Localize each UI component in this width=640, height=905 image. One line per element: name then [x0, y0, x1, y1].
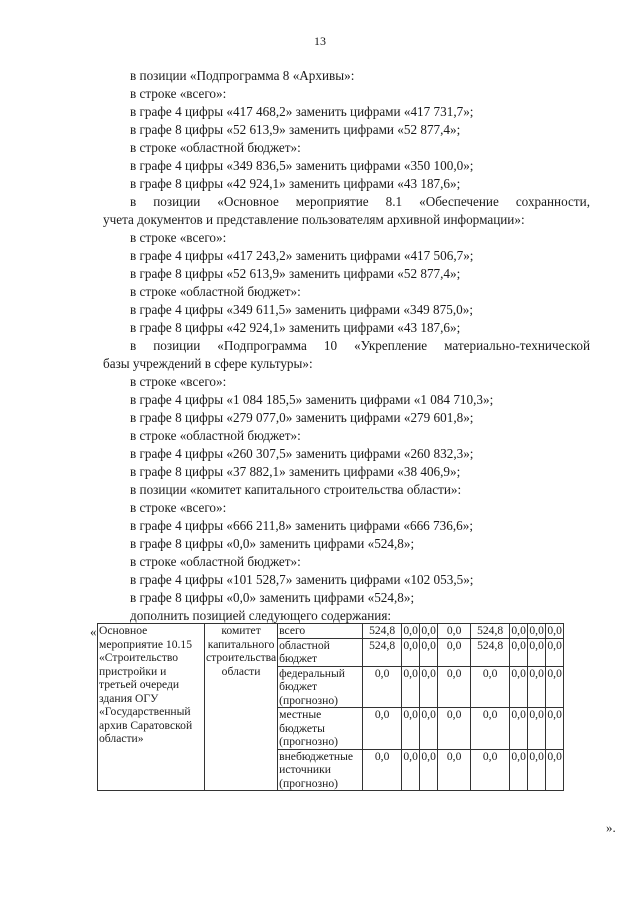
value-cell: 0,0 [420, 638, 438, 666]
text-line: в графе 8 цифры «0,0» заменить цифрами «524,8»; [130, 536, 415, 551]
page-number: 13 [314, 34, 326, 48]
table-row [98, 624, 564, 639]
text-line: в позиции «Подпрограмма 8 «Архивы»: [130, 68, 355, 83]
text-line: в графе 4 цифры «260 307,5» заменить цифрами «260 832,3»; [130, 446, 474, 461]
value-cell: 0,0 [528, 749, 546, 791]
text-line: в графе 4 цифры «417 468,2» заменить цифрами «417 731,7»; [130, 104, 474, 119]
value-cell: 0,0 [528, 638, 546, 666]
text-line: базы учреждений в сфере культуры»: [103, 356, 313, 371]
value-cell: 0,0 [363, 708, 402, 750]
executor-cell: комитет капитального строительства области [205, 624, 278, 791]
text-line: в графе 4 цифры «349 836,5» заменить цифрами «350 100,0»; [130, 158, 474, 173]
value-cell: 0,0 [402, 638, 420, 666]
value-cell: 0,0 [529, 624, 544, 637]
text-line: в графе 8 цифры «42 924,1» заменить цифрами «43 187,6»; [130, 320, 461, 335]
text-line: в позиции «комитет капитального строительства области»: [130, 482, 462, 497]
source-cell: всего [278, 624, 363, 639]
value-cell: 0,0 [471, 666, 510, 708]
text-line: в строке «областной бюджет»: [130, 284, 301, 299]
text-line: в графе 4 цифры «417 243,2» заменить цифрами «417 506,7»; [130, 248, 474, 263]
value-cell: 0,0 [546, 638, 564, 666]
closing-quote: ». [606, 820, 616, 835]
program-table [97, 623, 564, 791]
source-cell: местные бюджеты (прогнозно) [278, 708, 363, 750]
value-cell: 0,0 [546, 666, 564, 708]
activity-name-cell: Основное мероприятие 10.15 «Строительство пристройки и третьей очереди здания ОГУ «Государственный архив Саратовской области» [98, 624, 205, 791]
text-line: в графе 8 цифры «52 613,9» заменить цифрами «52 877,4»; [130, 122, 461, 137]
value-cell: 0,0 [511, 624, 526, 637]
text-line: в графе 8 цифры «0,0» заменить цифрами «524,8»; [130, 590, 415, 605]
value-cell: 0,0 [420, 749, 438, 791]
text-line: в строке «областной бюджет»: [130, 554, 301, 569]
source-cell: областной бюджет [278, 638, 363, 666]
value-cell: 0,0 [528, 666, 546, 708]
value-cell: 0,0 [438, 666, 471, 708]
value-cell: 0,0 [510, 666, 528, 708]
value-cell: 0,0 [510, 708, 528, 750]
text-line: в графе 8 цифры «279 077,0» заменить цифрами «279 601,8»; [130, 410, 474, 425]
text-line: в графе 8 цифры «37 882,1» заменить цифрами «38 406,9»; [130, 464, 461, 479]
value-cell: 0,0 [363, 666, 402, 708]
text-line: в строке «всего»: [130, 86, 227, 101]
text-line: в графе 8 цифры «52 613,9» заменить цифрами «52 877,4»; [130, 266, 461, 281]
value-cell: 0,0 [471, 749, 510, 791]
value-cell: 0,0 [402, 749, 420, 791]
value-cell: 0,0 [546, 708, 564, 750]
value-cell: 0,0 [438, 708, 471, 750]
value-cell: 524,8 [471, 638, 510, 666]
value-cell: 0,0 [403, 624, 418, 637]
value-cell: 0,0 [546, 749, 564, 791]
text-line: в графе 4 цифры «101 528,7» заменить цифрами «102 053,5»; [130, 572, 474, 587]
value-cell: 0,0 [510, 749, 528, 791]
text-line: в строке «областной бюджет»: [130, 428, 301, 443]
value-cell: 524,8 [363, 624, 402, 639]
value-cell: 0,0 [421, 624, 436, 637]
value-cell: 524,8 [471, 624, 510, 639]
text-line: в строке «всего»: [130, 230, 227, 245]
value-cell: 0,0 [438, 624, 471, 639]
source-cell: внебюджетные источники (прогнозно) [278, 749, 363, 791]
value-cell: 524,8 [363, 638, 402, 666]
text-line: в графе 4 цифры «349 611,5» заменить цифрами «349 875,0»; [130, 302, 473, 317]
text-line: в строке «всего»: [130, 500, 227, 515]
text-line: в строке «всего»: [130, 374, 227, 389]
value-cell: 0,0 [402, 708, 420, 750]
text-line: в графе 4 цифры «666 211,8» заменить цифрами «666 736,6»; [130, 518, 473, 533]
text-line: в позиции «Основное мероприятие 8.1 «Обеспечение сохранности, [130, 194, 590, 209]
value-cell: 0,0 [438, 749, 471, 791]
value-cell: 0,0 [438, 638, 471, 666]
value-cell: 0,0 [471, 708, 510, 750]
value-cell: 0,0 [510, 638, 528, 666]
value-cell: 0,0 [420, 708, 438, 750]
source-cell: федеральный бюджет (прогнозно) [278, 666, 363, 708]
value-cell: 0,0 [402, 666, 420, 708]
value-cell: 0,0 [363, 749, 402, 791]
value-cell: 0,0 [528, 708, 546, 750]
text-line: дополнить позицией следующего содержания: [130, 608, 392, 623]
text-line: в графе 8 цифры «42 924,1» заменить цифрами «43 187,6»; [130, 176, 461, 191]
opening-quote: « [90, 624, 97, 639]
value-cell: 0,0 [547, 624, 562, 637]
text-line: в позиции «Подпрограмма 10 «Укрепление материально-технической [130, 338, 590, 353]
value-cell: 0,0 [420, 666, 438, 708]
text-line: учета документов и представление пользователям архивной информации»: [103, 212, 525, 227]
text-line: в графе 4 цифры «1 084 185,5» заменить цифрами «1 084 710,3»; [130, 392, 494, 407]
text-line: в строке «областной бюджет»: [130, 140, 301, 155]
